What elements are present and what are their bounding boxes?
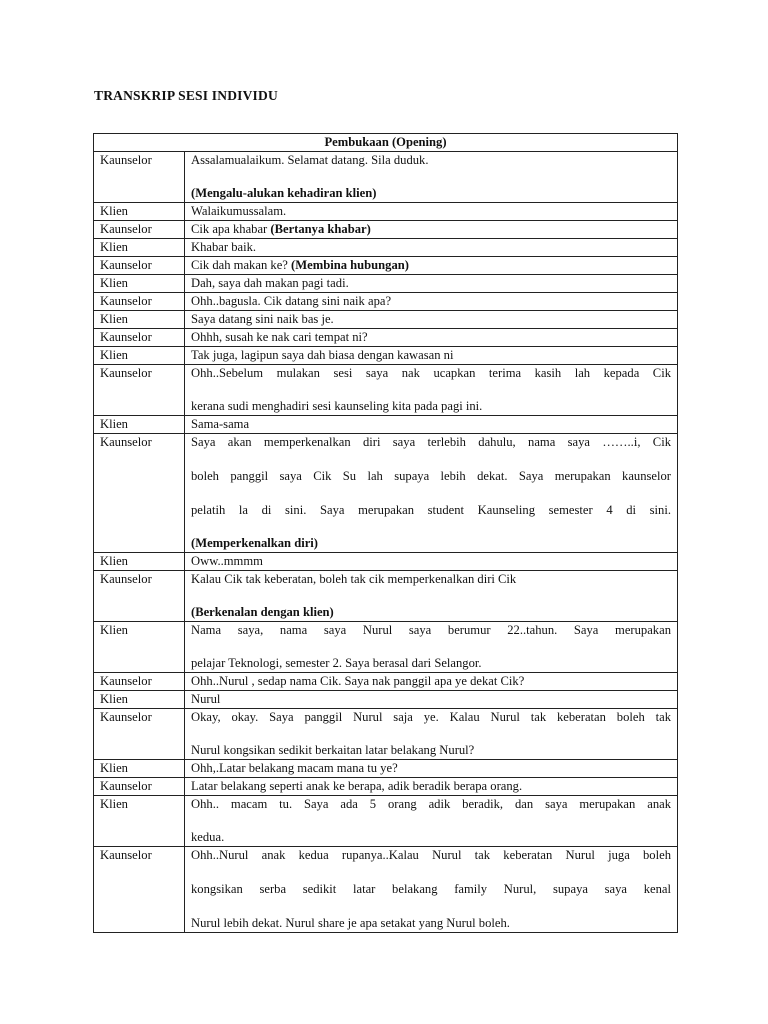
technique-note: (Memperkenalkan diri) [191,536,318,550]
utterance-line: Kalau Cik tak keberatan, boleh tak cik memperkenalkan diri Cik [191,572,517,586]
utterance-line: Nurul kongsikan sedikit berkaitan latar belakang Nurul? [191,743,475,757]
speaker-cell: Kaunselor [94,847,185,933]
utterance-line: Okay, okay. Saya panggil Nurul saja ye. Kalau Nurul tak keberatan boleh tak [191,710,671,724]
utterance-line: Ohh..Sebelum mulakan sesi saya nak ucapkan terima kasih lah kepada Cik [191,366,671,380]
utterance-text: Cik apa khabar [191,222,268,236]
speaker-cell: Kaunselor [94,778,185,796]
utterance-line: kedua. [191,830,225,844]
speaker-cell: Klien [94,622,185,673]
table-row [94,416,678,434]
table-row [94,329,678,347]
table-row [94,293,678,311]
utterance-cell: Dah, saya dah makan pagi tadi. [185,275,678,293]
speaker-cell: Klien [94,239,185,257]
document-title: TRANSKRIP SESI INDIVIDU [94,88,278,103]
speaker-cell: Klien [94,203,185,221]
utterance-cell [185,796,678,847]
utterance-line: boleh panggil saya Cik Su lah supaya lebih dekat. Saya merupakan kaunselor [191,469,671,483]
speaker-cell: Kaunselor [94,709,185,760]
utterance-line: Saya akan memperkenalkan diri saya terlebih dahulu, nama saya ……..i, Cik [191,435,671,449]
utterance-text: Cik dah makan ke? [191,258,288,272]
technique-note: (Mengalu-alukan kehadiran klien) [191,186,377,200]
utterance-line: Nurul lebih dekat. Nurul share je apa setakat yang Nurul boleh. [191,916,510,930]
speaker-cell: Kaunselor [94,329,185,347]
utterance-cell: Ohh..bagusla. Cik datang sini naik apa? [185,293,678,311]
table-row [94,257,678,275]
section-header-row [94,134,678,152]
table-row [94,553,678,571]
table-row [94,760,678,778]
table-row [94,365,678,416]
utterance-line: Nama saya, nama saya Nurul saya berumur 22..tahun. Saya merupakan [191,623,671,637]
utterance-cell: Latar belakang seperti anak ke berapa, adik beradik berapa orang. [185,778,678,796]
technique-note: (Berkenalan dengan klien) [191,605,334,619]
section-header: Pembukaan (Opening) [94,134,678,152]
utterance-cell: Walaikumussalam. [185,203,678,221]
utterance-cell: Nurul [185,691,678,709]
table-row [94,571,678,622]
utterance-line: kongsikan serba sedikit latar belakang family Nurul, supaya saya kenal [191,882,671,896]
speaker-cell: Kaunselor [94,152,185,203]
utterance-line: pelatih la di sini. Saya merupakan student Kaunseling semester 4 di sini. [191,503,671,517]
utterance-cell: Ohh,.Latar belakang macam mana tu ye? [185,760,678,778]
utterance-cell: Oww..mmmm [185,553,678,571]
speaker-cell: Kaunselor [94,365,185,416]
table-row [94,622,678,673]
table-row [94,221,678,239]
utterance-cell: Ohh..Nurul , sedap nama Cik. Saya nak panggil apa ye dekat Cik? [185,673,678,691]
speaker-cell: Kaunselor [94,293,185,311]
utterance-line: pelajar Teknologi, semester 2. Saya berasal dari Selangor. [191,656,482,670]
speaker-cell: Klien [94,416,185,434]
table-row [94,691,678,709]
utterance-cell [185,221,678,239]
speaker-cell: Klien [94,760,185,778]
speaker-cell: Klien [94,796,185,847]
table-row [94,239,678,257]
speaker-cell: Kaunselor [94,673,185,691]
table-row [94,434,678,553]
utterance-cell [185,257,678,275]
utterance-cell [185,152,678,203]
speaker-cell: Klien [94,691,185,709]
speaker-cell: Klien [94,553,185,571]
technique-note: (Bertanya khabar) [270,222,371,236]
speaker-cell: Klien [94,275,185,293]
speaker-cell: Kaunselor [94,221,185,239]
utterance-cell: Saya datang sini naik bas je. [185,311,678,329]
utterance-line: Ohh.. macam tu. Saya ada 5 orang adik beradik, dan saya merupakan anak [191,797,671,811]
table-row [94,847,678,933]
speaker-cell: Kaunselor [94,434,185,553]
table-row [94,673,678,691]
utterance-cell: Ohhh, susah ke nak cari tempat ni? [185,329,678,347]
utterance-cell [185,365,678,416]
utterance-cell [185,571,678,622]
utterance-cell: Khabar baik. [185,239,678,257]
table-row [94,275,678,293]
utterance-cell [185,709,678,760]
table-row [94,709,678,760]
technique-note: (Membina hubungan) [291,258,409,272]
transcript-table [93,133,678,933]
speaker-cell: Kaunselor [94,257,185,275]
speaker-cell: Klien [94,311,185,329]
utterance-cell [185,847,678,933]
table-row [94,796,678,847]
speaker-cell: Kaunselor [94,571,185,622]
utterance-cell [185,434,678,553]
utterance-line: Assalamualaikum. Selamat datang. Sila duduk. [191,153,429,167]
utterance-line: kerana sudi menghadiri sesi kaunseling kita pada pagi ini. [191,399,483,413]
utterance-line: Ohh..Nurul anak kedua rupanya..Kalau Nurul tak keberatan Nurul juga boleh [191,848,671,862]
table-row [94,778,678,796]
table-row [94,311,678,329]
table-row [94,203,678,221]
utterance-cell: Tak juga, lagipun saya dah biasa dengan kawasan ni [185,347,678,365]
speaker-cell: Klien [94,347,185,365]
table-row [94,152,678,203]
table-row [94,347,678,365]
utterance-cell [185,622,678,673]
utterance-cell: Sama-sama [185,416,678,434]
